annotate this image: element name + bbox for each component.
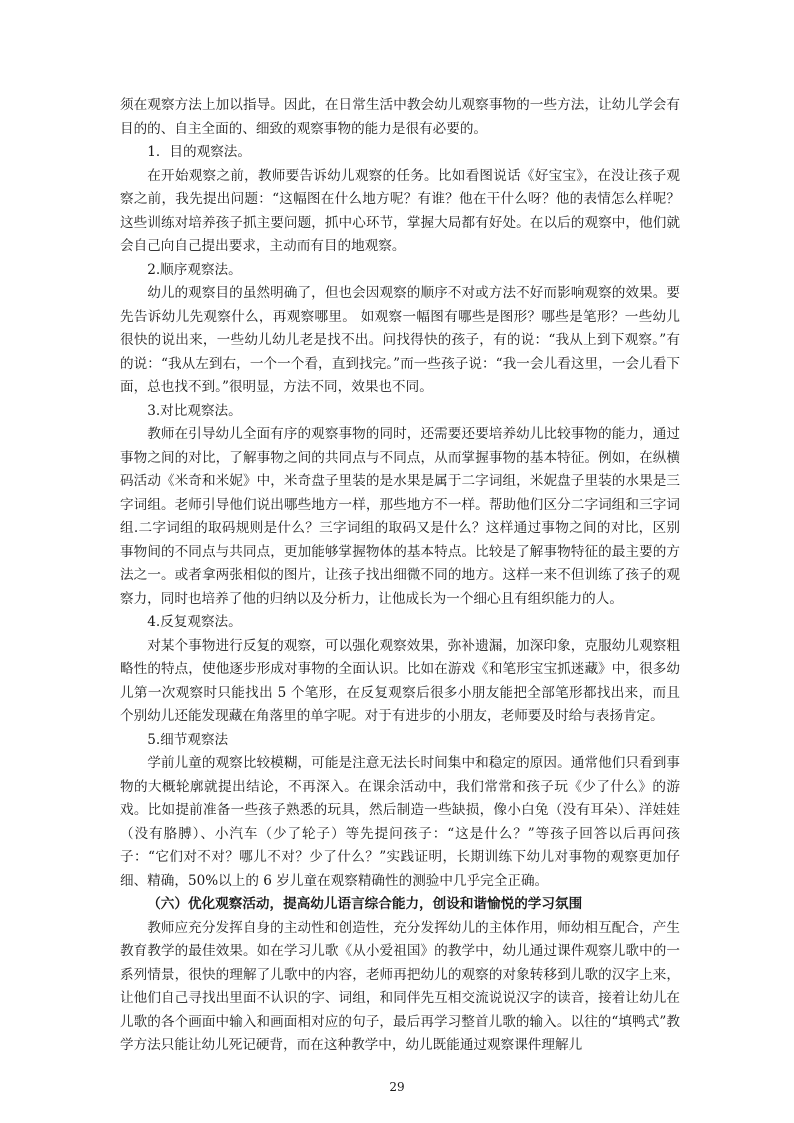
paragraph-detail-observation: 学前儿童的观察比较模糊，可能是注意无法长时间集中和稳定的原因。通常他们只看到事物的大概轮廓就提出结论，不再深入。在课余活动中，我们常常和孩子玩《少了什么》的游戏。比如提前准备一些孩子熟悉的玩具，然后制造一些缺损，像小白兔（没有耳朵）、洋娃娃（没有胳膊）、小汽车（少了轮子）等先提问孩子：“这是什么？”等孩子回答以后再问孩子：“它们对不对？哪儿不对？少了什么？”实践证明，长期训练下幼儿对事物的观察更加仔细、精确，50%以上的 6 岁儿童在观察精确性的测验中几乎完全正确。 [120,755,680,889]
document-body [120,94,680,1058]
paragraph-sequence-observation: 幼儿的观察目的虽然明确了，但也会因观察的顺序不对或方法不好而影响观察的效果。要先告诉幼儿先观察什么，再观察哪里。 如观察一幅图有哪些是图形？哪些是笔形？一些幼儿很快的说出来，一些幼儿幼儿老是找不出。问找得快的孩子，有的说：“我从上到下观察。”有的说：“我从左到右，一个一个看，直到找完。”而一些孩子说：“我一会儿看这里，一会儿看下面，总也找不到。”很明显，方法不同，效果也不同。 [120,285,680,395]
paragraph-repeated-observation: 对某个事物进行反复的观察，可以强化观察效果，弥补遗漏，加深印象，克服幼儿观察粗略性的特点，使他逐步形成对事物的全面认识。比如在游戏《和笔形宝宝抓迷藏》中，很多幼儿第一次观察时只能找出 5 个笔形，在反复观察后很多小朋友能把全部笔形都找出来，而且个别幼儿还能发现藏在角落里的单字呢。对于有进步的小朋友，老师要及时给与表扬肯定。 [120,637,680,724]
heading-sequence-observation: 2.顺序观察法。 [147,261,242,278]
heading-repeated-observation: 4.反复观察法。 [147,614,242,630]
heading-detail-observation: 5.细节观察法 [147,731,229,748]
paragraph-purpose-observation: 在开始观察之前，教师要告诉幼儿观察的任务。比如看图说话《好宝宝》，在没让孩子观察之前，我先提出问题：“这幅图在什么地方呢？有谁？他在干什么呀？他的表情怎么样呢？这些训练对培养孩子抓主要问题，抓中心环节，掌握大局都有好处。在以后的观察中，他们就会自己向自己提出要求，主动而有目的地观察。 [120,167,680,254]
heading-comparison-observation: 3.对比观察法。 [147,402,242,419]
page-number: 29 [389,1080,405,1094]
paragraph-comparison-observation: 教师在引导幼儿全面有序的观察事物的同时，还需要还要培养幼儿比较事物的能力，通过事物之间的对比，了解事物之间的共同点与不同点，从而掌握事物的基本特征。例如，在纵横码活动《米奇和米妮》中，米奇盘子里装的是水果是属于二字词组，米妮盘子里装的水果是三字词组。老师引导他们说出哪些地方一样，那些地方不一样。帮助他们区分二字词组和三字词组.二字词组的取码规则是什么？三字词组的取码又是什么？这样通过事物之间的对比，区别事物间的不同点与共同点，更加能够掌握物体的基本特点。比较是了解事物特征的最主要的方法之一。或者拿两张相似的图片，让孩子找出细微不同的地方。这样一来不但训练了孩子的观察力，同时也培养了他的归纳以及分析力，让他成长为一个细心且有组织能力的人。 [120,426,680,607]
heading-purpose-observation: 1．目的观察法。 [147,144,251,160]
section-heading-six: （六）优化观察活动，提高幼儿语言综合能力，创设和谐愉悦的学习氛围 [147,896,583,912]
paragraph-intro: 须在观察方法上加以指导。因此，在日常生活中教会幼儿观察事物的一些方法，让幼儿学会有目的的、自主全面的、细致的观察事物的能力是很有必要的。 [120,97,680,137]
paragraph-section-six: 教师应充分发挥自身的主动性和创造性，充分发挥幼儿的主体作用，师幼相互配合，产生教育教学的最佳效果。如在学习儿歌《从小爱祖国》的教学中，幼儿通过课件观察儿歌中的一系列情景，很快的理解了儿歌中的内容，老师再把幼儿的观察的对象转移到儿歌的汉字上来，让他们自己寻找出里面不认识的字、词组，和同伴先互相交流说说汉字的读音，接着让幼儿在儿歌的各个画面中输入和画面相对应的句子，最后再学习整首儿歌的输入。以往的“填鸭式”教学方法只能让幼儿死记硬背，而在这种教学中，幼儿既能通过观察课件理解儿 [120,919,680,1053]
